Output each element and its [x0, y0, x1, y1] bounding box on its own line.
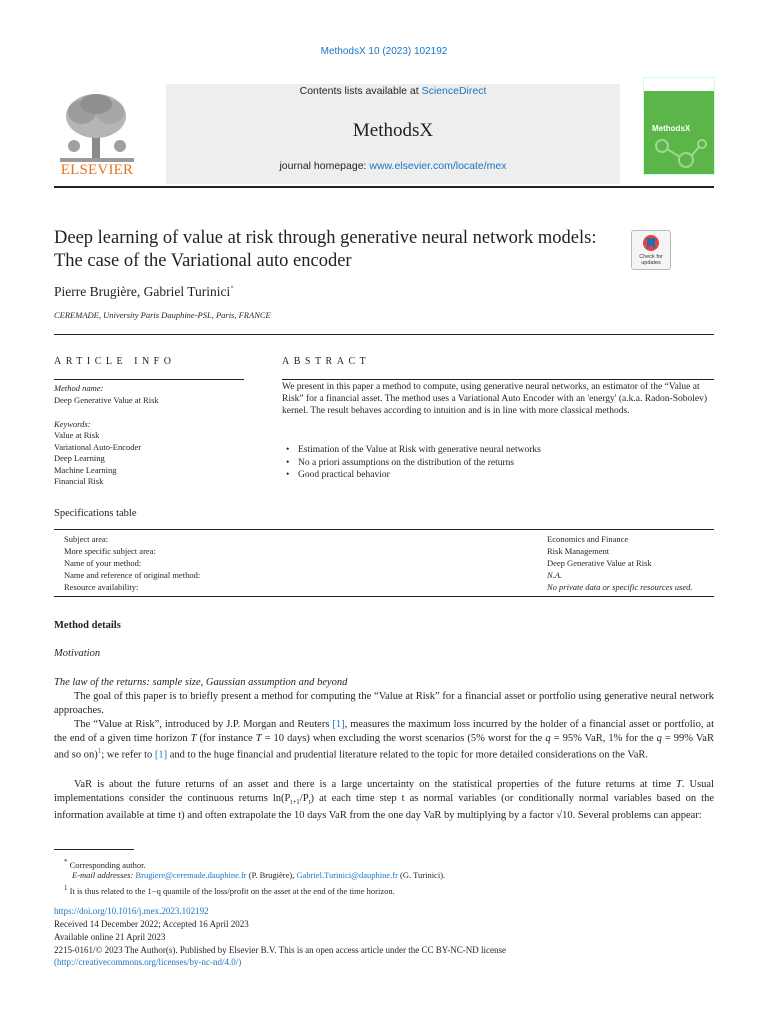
text: The “Value at Risk”, introduced by J.P. Morgan and Reuters	[74, 719, 333, 730]
text: ; we refer to	[101, 749, 155, 761]
footnote-text: It is thus related to the 1−q quantile of the loss/profit on the asset at the end of the time horizon.	[69, 885, 395, 896]
method-name-label: Method name:	[54, 383, 104, 393]
homepage-prefix: journal homepage:	[279, 160, 370, 172]
math-var: q	[545, 732, 551, 744]
cover-title: MethodsX	[652, 124, 691, 133]
license-statement: 2215-0161/© 2023 The Author(s). Published by Elsevier B.V. This is an open access article under the CC BY-NC-ND license	[54, 945, 507, 955]
spec-value: Risk Management	[547, 546, 610, 556]
spec-label: Resource availability:	[64, 582, 139, 592]
license-text	[54, 945, 714, 968]
authors	[54, 284, 234, 300]
email-link[interactable]: Gabriel.Turinici@dauphine.fr	[296, 870, 398, 880]
cover-molecule-graphic	[648, 136, 712, 172]
spec-labels	[64, 533, 200, 593]
publisher-wordmark: ELSEVIER	[60, 162, 134, 178]
text: (G. Turinici).	[397, 870, 446, 880]
footnote-mark: 1	[64, 884, 68, 892]
spec-top-rule	[54, 529, 714, 530]
author-names: Pierre Brugière, Gabriel Turinici	[54, 284, 231, 299]
citation-link[interactable]: [1]	[332, 719, 345, 730]
title-divider	[54, 334, 714, 335]
abstract-heading: ABSTRACT	[282, 356, 371, 367]
spec-values	[547, 533, 693, 593]
body-paragraph: The goal of this paper is to briefly present a method for computing the “Value at Risk” for a financial asset or portfolio using generative neural network approaches.	[54, 691, 714, 716]
spec-value: Deep Generative Value at Risk	[547, 558, 652, 568]
footnote-mark: *	[64, 858, 68, 866]
text: = 95% VaR, 1% for the	[550, 732, 657, 744]
article-info-heading: ARTICLE INFO	[54, 356, 176, 367]
cover-top-band	[644, 78, 714, 92]
corresponding-author-mark[interactable]: *	[230, 284, 234, 293]
contents-prefix: Contents lists available at	[299, 85, 422, 97]
spec-value: No private data or specific resources used.	[547, 582, 693, 592]
method-name-value: Deep Generative Value at Risk	[54, 395, 159, 405]
text: = 10 days) when excluding the worst scenarios (5% worst for the	[261, 732, 546, 744]
journal-reference[interactable]: MethodsX 10 (2023) 102192	[320, 46, 448, 57]
journal-name: MethodsX	[352, 120, 434, 141]
text: and to the huge financial and prudential literature related to the topic for more detailed considerations on the VaR.	[167, 749, 649, 761]
text: /P	[299, 792, 309, 804]
abstract-divider	[282, 379, 714, 380]
footnote-emails	[72, 870, 445, 881]
header-divider	[54, 186, 714, 188]
abstract-text: We present in this paper a method to compute, using generative neural networks, an estimator of the “Value at Risk” for a financial asset. The method uses a Variational Auto Encoder with an 'energy' (a.k.a. Radon-Sobolev) kernel. The result behaves according to intuition and is in line with more classical methods.	[282, 382, 708, 416]
doi-link[interactable]: https://doi.org/10.1016/j.mex.2023.102192	[54, 906, 209, 916]
crossmark-label: Check for updates	[639, 254, 663, 266]
keyword: Machine Learning	[54, 464, 117, 475]
email-link[interactable]: Brugiere@ceremade.dauphine.fr	[135, 870, 247, 880]
subsubsection-heading: The law of the returns: sample size, Gaussian assumption and beyond	[54, 677, 348, 688]
math-var: T	[190, 732, 197, 744]
text: . Usual implementations consider the continuous returns ln(P	[54, 779, 714, 804]
available-online: Available online 21 April 2023	[54, 932, 166, 942]
highlight-item: • Estimation of the Value at Risk with generative neural networks	[286, 444, 541, 457]
affiliation: CEREMADE, University Paris Dauphine-PSL, Paris, FRANCE	[54, 310, 271, 320]
received-dates: Received 14 December 2022; Accepted 16 April 2023	[54, 919, 249, 929]
check-for-updates-badge[interactable]	[631, 230, 671, 270]
text: (for instance	[196, 732, 256, 744]
spec-label: More specific subject area:	[64, 546, 156, 556]
spec-bottom-rule	[54, 596, 714, 597]
keyword: Value at Risk	[54, 430, 100, 440]
sciencedirect-link[interactable]: ScienceDirect	[421, 85, 487, 97]
homepage-line	[166, 160, 620, 172]
subsection-heading-motivation: Motivation	[54, 648, 101, 659]
text: , measures the maximum loss incurred by the holder of a financial asset or portfolio, at the end of a given time horizon	[54, 719, 714, 744]
abstract-highlights	[286, 444, 541, 482]
keyword: Variational Auto-Encoder	[54, 441, 142, 452]
spec-label: Name and reference of original method:	[64, 570, 201, 580]
homepage-link[interactable]: www.elsevier.com/locate/mex	[369, 160, 507, 172]
journal-cover[interactable]	[643, 77, 715, 175]
license-link[interactable]: (http://creativecommons.org/licenses/by-nc-nd/4.0/)	[54, 956, 242, 967]
spec-value: Economics and Finance	[547, 534, 629, 544]
footnote-rule	[54, 849, 134, 850]
math-var: q	[656, 732, 662, 744]
spec-label: Name of your method:	[64, 558, 142, 568]
text: ) at each time step t as normal variables (or conditionally normal variables based on the information available at time t) and often extrapolate the 10 days VaR from the one day VaR by multiplying by a factor √10. Several problems can appear:	[54, 792, 714, 822]
paper-title: Deep learning of value at risk through generative neural network models: The case of the Variational auto encoder	[54, 228, 597, 271]
spec-label: Subject area:	[64, 534, 109, 544]
keywords-label: Keywords:	[54, 419, 91, 429]
body-paragraph	[54, 718, 714, 762]
spec-value: N.A.	[547, 570, 563, 580]
highlight-item: • Good practical behavior	[286, 469, 541, 482]
text: VaR is about the future returns of an asset and there is a large uncertainty on the statistical properties of the future returns at time	[74, 779, 677, 790]
body-paragraph	[54, 778, 714, 823]
subscript: t	[308, 797, 311, 806]
crossmark-icon	[642, 234, 660, 253]
highlight-item: • No a priori assumptions on the distribution of the returns	[286, 457, 541, 470]
specifications-title: Specifications table	[54, 508, 137, 519]
citation-link[interactable]: [1]	[154, 749, 168, 761]
keywords-list	[54, 430, 141, 488]
math-var: T	[676, 779, 682, 790]
text: (P. Brugière),	[246, 870, 297, 880]
contents-line	[166, 85, 620, 97]
email-label: E-mail addresses:	[72, 870, 136, 880]
text: = 99% VaR and so on)	[54, 732, 714, 761]
keyword: Financial Risk	[54, 476, 104, 486]
footnote-text: Corresponding author.	[69, 859, 146, 870]
footnote-corresponding	[64, 857, 146, 871]
footnote-1	[64, 883, 395, 897]
keyword: Deep Learning	[54, 453, 105, 463]
article-info-divider	[54, 379, 244, 380]
footnote-link[interactable]: 1	[97, 747, 102, 755]
section-heading-method-details: Method details	[54, 620, 121, 631]
math-var: T	[255, 732, 262, 744]
subscript: t+1	[290, 797, 300, 806]
